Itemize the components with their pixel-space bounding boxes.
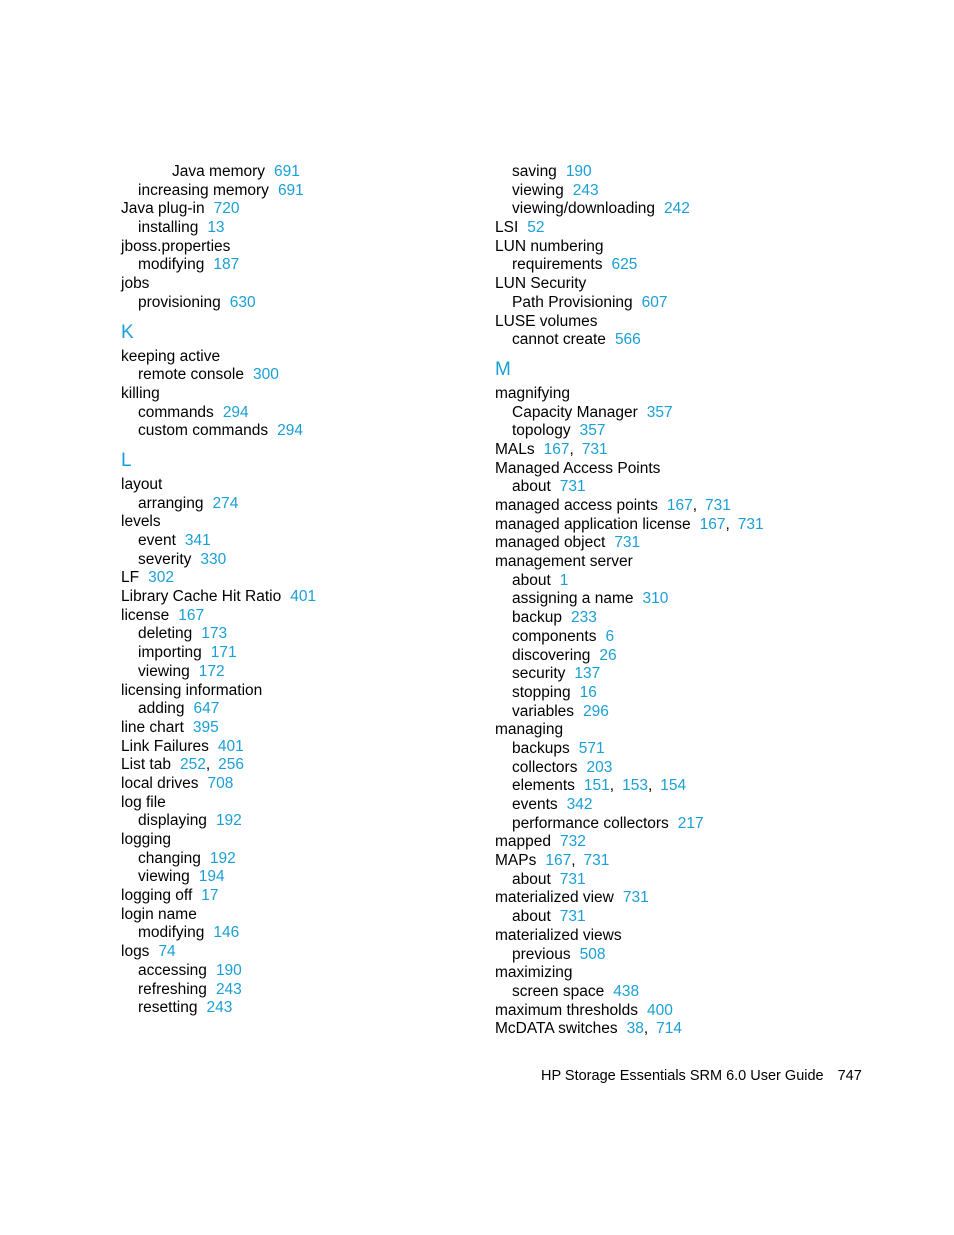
index-term: managed object [495,534,606,552]
index-entry [495,275,855,294]
page-link[interactable]: 401 [217,737,244,755]
index-entry [495,908,855,927]
page-link[interactable]: 167 [178,606,205,624]
index-entry [495,852,855,871]
index-entry [121,385,481,404]
index-entry [121,366,481,385]
index-term: about [512,478,551,496]
page-link[interactable]: 233 [570,609,597,627]
page-link[interactable]: 1 [559,571,569,589]
index-term: Library Cache Hit Ratio [121,588,282,606]
page-link[interactable]: 153 [622,777,648,795]
index-entry [121,294,481,313]
index-term: log file [121,793,166,811]
index-term: Java memory [172,163,266,180]
index-term: levels [121,513,161,531]
page-link[interactable]: 26 [599,646,617,664]
page-link[interactable]: 242 [664,200,690,218]
page-link[interactable]: 192 [209,849,236,867]
page-link[interactable]: 691 [274,163,300,180]
index-entry [495,331,855,350]
index-entry [495,647,855,666]
index-entry [121,495,481,514]
index-entry [495,441,855,460]
index-entry [121,219,481,238]
index-term: Managed Access Points [495,459,661,477]
page-link[interactable]: 731 [705,497,731,514]
index-entry [495,740,855,759]
page-link[interactable]: 243 [215,980,242,998]
index-entry [495,1002,855,1021]
index-term: increasing memory [138,181,269,199]
index-column-right [495,163,855,1039]
index-term: adding [138,700,185,718]
page-link[interactable]: 256 [218,756,245,774]
index-term: topology [512,422,571,440]
index-entry [121,238,481,257]
index-term: collectors [512,758,578,776]
page-link[interactable]: 731 [583,852,610,870]
index-term: viewing/downloading [512,200,656,218]
page-separator: , [571,852,576,870]
page-link[interactable]: 625 [611,256,638,274]
index-entry [495,497,855,516]
page-separator: , [725,515,730,533]
index-entry [495,815,855,834]
index-entry [495,163,855,182]
page-separator: , [643,1020,649,1038]
index-term: cannot create [512,331,606,349]
page-link[interactable]: 74 [158,943,176,961]
index-term: killing [121,384,160,402]
index-entry [495,182,855,201]
page-link[interactable]: 167 [666,497,693,514]
index-term: materialized views [495,926,622,944]
index-term: licensing information [121,681,263,699]
index-entry [495,590,855,609]
page-link[interactable]: 571 [578,739,605,757]
section-letter-m: M [495,358,511,380]
index-entry [495,759,855,778]
index-entry [121,404,481,423]
index-entry [495,478,855,497]
page-link[interactable]: 566 [614,331,641,349]
page-link[interactable]: 243 [572,181,599,199]
index-entry [495,964,855,983]
index-term: LSI [495,219,519,237]
index-entry [495,404,855,423]
index-entry [121,868,481,887]
index-entry [121,682,481,701]
page-separator: , [569,440,574,458]
index-term: managed application license [495,515,691,533]
page-link[interactable]: 190 [565,163,592,180]
index-term: Java plug-in [121,200,205,218]
page-separator: , [647,777,653,795]
index-entry [121,569,481,588]
index-entry [121,831,481,850]
footer-title: HP Storage Essentials SRM 6.0 User Guide [541,1068,824,1084]
page-link[interactable]: 731 [559,478,586,496]
page-link[interactable]: 137 [574,665,601,683]
index-entry [495,313,855,332]
page-link[interactable]: 16 [579,683,597,701]
index-entry [121,700,481,719]
index-entry [121,663,481,682]
page-link[interactable]: 395 [192,718,219,736]
page-link[interactable]: 217 [677,814,704,832]
index-entry [121,794,481,813]
page-link[interactable]: 731 [737,515,764,533]
index-entry [121,163,481,182]
page-link[interactable]: 294 [222,403,249,421]
page-link[interactable]: 173 [201,625,228,643]
index-entry [121,348,481,367]
page-link[interactable]: 194 [198,868,225,886]
page-link[interactable]: 151 [583,777,610,795]
page-link[interactable]: 146 [213,924,240,942]
index-entry [121,887,481,906]
index-entry [495,238,855,257]
index-entry [495,609,855,628]
index-entry [495,219,855,238]
index-entry [495,200,855,219]
index-term: displaying [138,812,207,830]
page-link[interactable]: 691 [277,181,304,199]
index-term: backup [512,609,562,627]
index-term: previous [512,945,571,963]
index-term: deleting [138,625,193,643]
index-term: license [121,606,170,624]
index-term: mapped [495,833,552,851]
index-term: elements [512,777,575,795]
index-entry [121,943,481,962]
page-link[interactable]: 508 [579,945,606,963]
index-entry [495,1020,855,1039]
index-term: Capacity Manager [512,403,638,421]
index-term: maximizing [495,964,573,982]
index-entry [121,588,481,607]
index-entry [121,719,481,738]
index-term: Path Provisioning [512,293,633,311]
index-term: LF [121,569,140,587]
page-separator: , [692,497,698,514]
page-link[interactable]: 187 [213,256,240,274]
index-entry [495,572,855,591]
index-term: installing [138,219,199,237]
page-link[interactable]: 190 [215,961,242,979]
index-term: discovering [512,646,591,664]
index-entry [495,553,855,572]
page-link[interactable]: 401 [290,588,317,606]
page-separator: , [609,777,615,795]
index-entry [495,871,855,890]
index-term: remote console [138,366,244,384]
index-entry [495,516,855,535]
index-term: MAPs [495,852,537,870]
page-link[interactable]: 252 [179,756,206,774]
index-term: assigning a name [512,590,634,608]
page-link[interactable]: 243 [206,999,233,1017]
index-entry [121,200,481,219]
index-entry [121,532,481,551]
page-link[interactable]: 732 [560,833,586,851]
index-term: importing [138,644,202,662]
index-term: accessing [138,961,207,979]
page-link[interactable]: 630 [229,293,256,311]
page-footer [541,1067,862,1085]
index-entry [121,422,481,441]
index-term: stopping [512,683,571,701]
index-term: modifying [138,924,205,942]
page-link[interactable]: 167 [545,852,572,870]
index-term: viewing [512,181,564,199]
index-term: login name [121,905,197,923]
index-entry [121,551,481,570]
page-link[interactable]: 167 [699,515,726,533]
index-entry [495,777,855,796]
index-term: security [512,665,566,683]
index-entry [495,833,855,852]
index-entry [495,946,855,965]
index-entry [495,889,855,908]
index-term: changing [138,849,201,867]
index-term: jboss.properties [121,237,231,255]
index-term: events [512,796,558,813]
index-term: managed access points [495,497,658,514]
index-entry [495,796,855,815]
page-link[interactable]: 731 [622,889,649,907]
index-term: viewing [138,662,190,680]
index-entry [121,775,481,794]
page-link[interactable]: 714 [656,1020,683,1038]
index-entry [495,684,855,703]
index-term: provisioning [138,293,221,311]
index-term: layout [121,475,163,493]
page-link[interactable]: 438 [613,982,640,1000]
index-term: LUSE volumes [495,312,598,330]
index-term: about [512,571,551,589]
index-term: saving [512,163,557,180]
index-entry [495,460,855,479]
page-link[interactable]: 330 [200,550,227,568]
index-entry [495,256,855,275]
index-term: about [512,870,551,888]
index-entry [121,182,481,201]
index-term: McDATA switches [495,1020,618,1038]
index-term: custom commands [138,422,269,440]
index-entry [121,476,481,495]
page-link[interactable]: 52 [527,219,545,237]
index-entry [495,534,855,553]
index-entry [121,962,481,981]
index-entry [495,927,855,946]
index-term: MALs [495,440,535,458]
index-entry [495,294,855,313]
index-entry [121,756,481,775]
index-term: screen space [512,982,605,1000]
page-link[interactable]: 607 [641,293,668,311]
index-entry [121,850,481,869]
page-link[interactable]: 154 [660,777,687,795]
page-link[interactable]: 400 [647,1001,673,1019]
index-term: logging off [121,887,193,905]
page-link[interactable]: 357 [579,422,606,440]
index-term: commands [138,403,214,421]
page-link[interactable]: 302 [148,569,174,587]
index-term: List tab [121,756,171,774]
index-term: materialized view [495,889,614,907]
page-link[interactable]: 294 [277,422,303,440]
index-entry [121,256,481,275]
page-link[interactable]: 731 [559,870,586,888]
index-term: Link Failures [121,737,209,755]
index-term: viewing [138,868,190,886]
index-entry [121,906,481,925]
index-entry [121,513,481,532]
page-link[interactable]: 192 [215,812,242,830]
page-link[interactable]: 342 [566,796,593,813]
page-separator: , [205,756,211,774]
page-link[interactable]: 38 [626,1020,644,1038]
index-entry [121,275,481,294]
index-term: maximum thresholds [495,1001,638,1019]
page-link[interactable]: 167 [543,440,570,458]
index-entry [121,644,481,663]
index-entry [121,812,481,831]
page-link[interactable]: 708 [207,774,234,792]
index-term: keeping active [121,347,221,365]
index-entry [121,738,481,757]
page-link[interactable]: 296 [583,702,609,720]
page-link[interactable]: 6 [605,627,615,645]
index-entry [495,385,855,404]
index-term: logs [121,943,150,961]
index-term: requirements [512,256,603,274]
page-link[interactable]: 300 [252,366,279,384]
index-entry [121,924,481,943]
index-term: LUN numbering [495,237,604,255]
index-term: LUN Security [495,275,587,293]
index-term: severity [138,550,192,568]
index-term: magnifying [495,384,570,402]
page-link[interactable]: 171 [210,644,237,662]
index-entry [495,628,855,647]
index-entry [121,625,481,644]
index-term: refreshing [138,980,207,998]
page-link[interactable]: 720 [213,200,240,218]
index-entry [495,721,855,740]
index-column-left [121,163,481,1018]
index-term: variables [512,702,575,720]
page-link[interactable]: 203 [586,758,613,776]
index-entry [495,703,855,722]
index-term: line chart [121,718,184,736]
page-link[interactable]: 274 [212,494,239,512]
page-link[interactable]: 731 [581,440,608,458]
index-term: logging [121,831,171,848]
index-entry [121,981,481,1000]
index-entry [121,999,481,1018]
page-link[interactable]: 13 [207,219,225,237]
index-term: about [512,908,551,926]
index-term: performance collectors [512,814,669,832]
page-link[interactable]: 172 [198,662,225,680]
index-term: resetting [138,999,198,1017]
index-term: event [138,532,176,549]
page-link[interactable]: 17 [201,887,219,905]
index-term: components [512,627,597,645]
page-link[interactable]: 310 [642,590,669,608]
section-letter-k: K [121,321,134,343]
index-entry [121,607,481,626]
index-term: local drives [121,774,199,792]
index-term: arranging [138,494,204,512]
page-link[interactable]: 357 [646,403,673,421]
index-term: jobs [121,275,150,293]
index-term: backups [512,739,570,757]
page-link[interactable]: 341 [184,532,211,549]
page-number: 747 [837,1068,862,1084]
index-term: managing [495,721,564,739]
index-term: management server [495,553,633,571]
index-entry [495,983,855,1002]
page-link[interactable]: 731 [614,534,641,552]
page-link[interactable]: 647 [193,700,220,718]
section-letter-l: L [121,449,132,471]
index-entry [495,665,855,684]
index-entry [495,422,855,441]
page-link[interactable]: 731 [559,908,586,926]
index-term: modifying [138,256,205,274]
